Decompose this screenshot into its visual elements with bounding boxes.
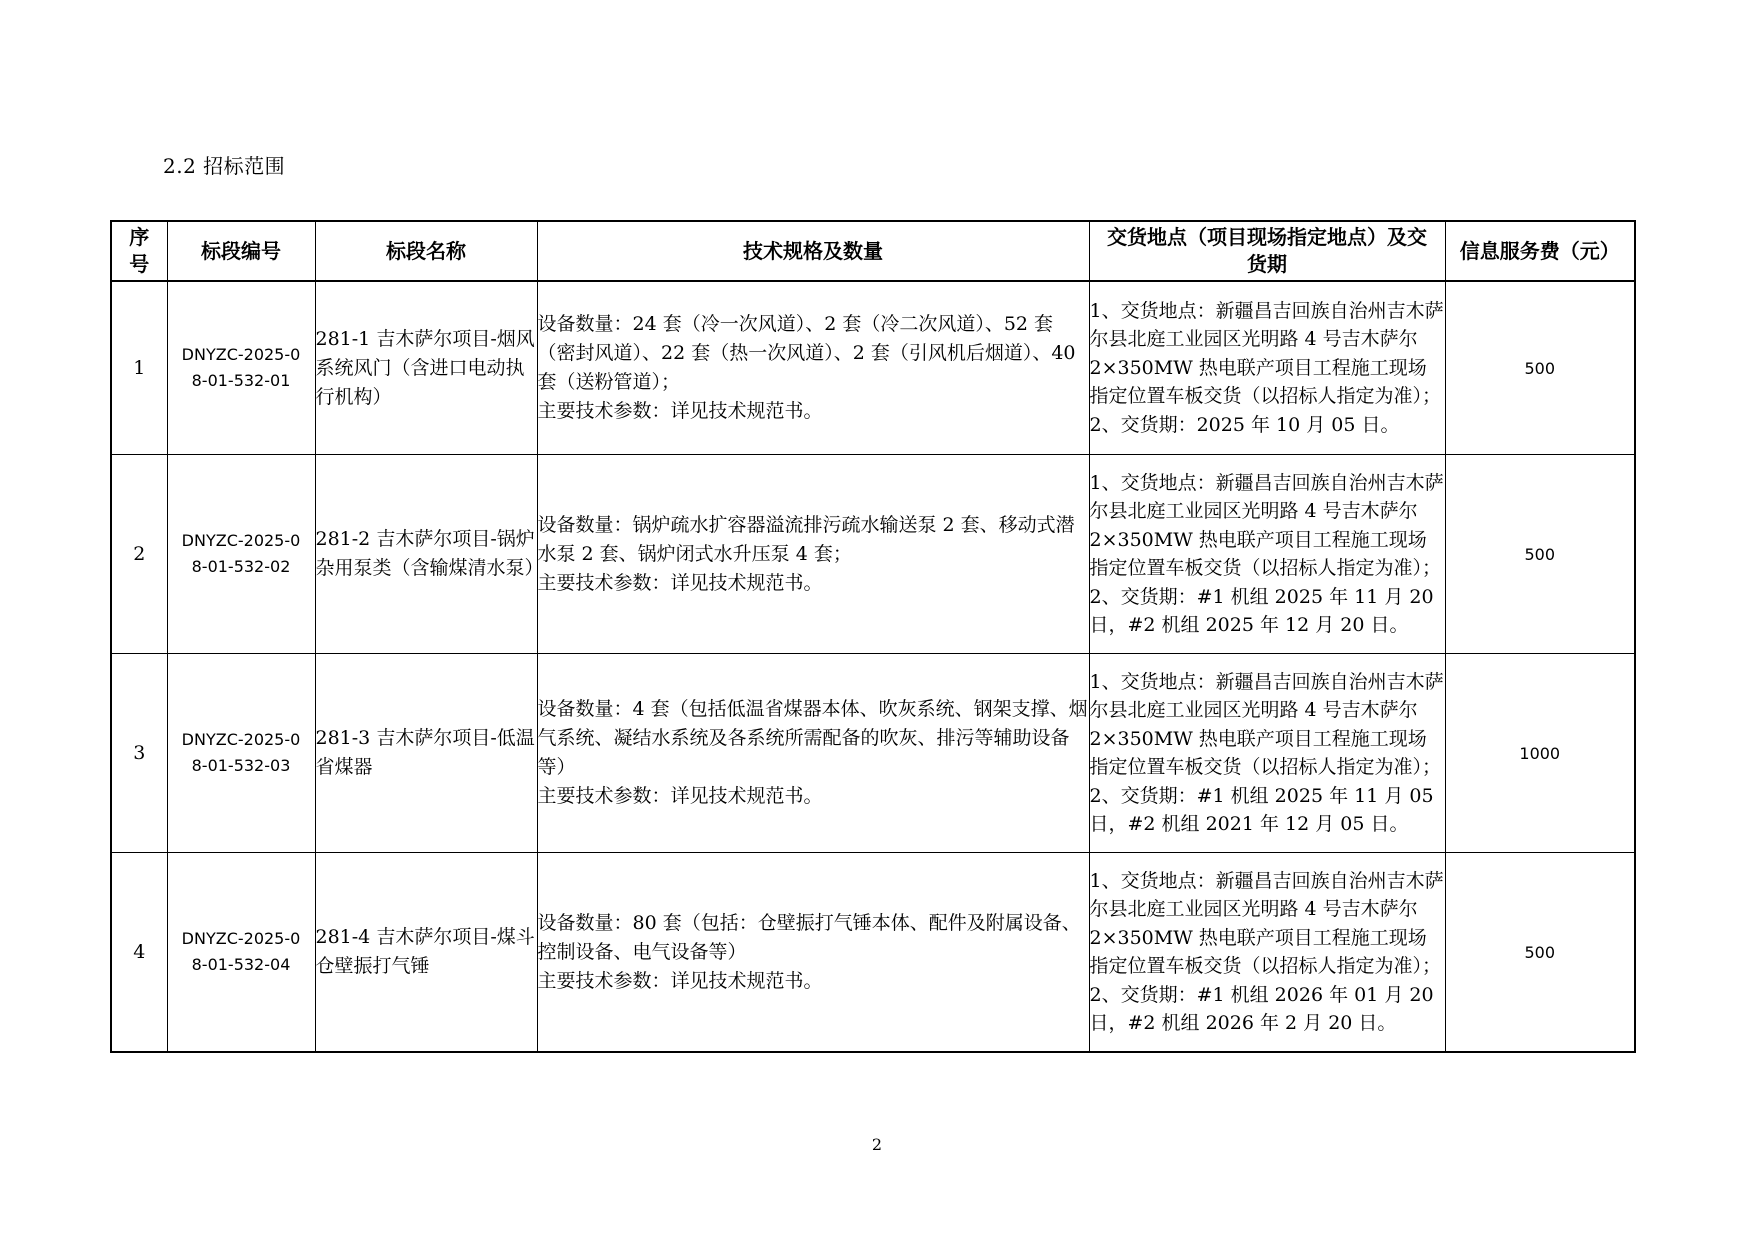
row-spec-line: 设备数量：锅炉疏水扩容器溢流排污疏水输送泵 2 套、移动式潜水泵 2 套、锅炉闭式水升压泵 4 套；: [537, 513, 1075, 565]
header-seq: 序号: [111, 221, 167, 281]
row-name: 281-1 吉木萨尔项目-烟风系统风门（含进口电动执行机构）: [315, 281, 537, 455]
header-name: 标段名称: [315, 221, 537, 281]
row-fee: 500: [1445, 281, 1635, 455]
row-code-line: DNYZC-2025-0: [181, 730, 301, 749]
row-code-line: DNYZC-2025-0: [181, 345, 301, 364]
header-spec: 技术规格及数量: [537, 221, 1089, 281]
row-code-line: DNYZC-2025-0: [181, 531, 301, 550]
row-spec-line: 主要技术参数：详见技术规范书。: [537, 969, 823, 992]
row-delivery: [1089, 455, 1445, 654]
row-delivery-line: 2、交货期：#1 机组 2025 年 11 月 20 日，#2 机组 2025 年 12 月 20 日。: [1089, 585, 1434, 636]
row-spec: [537, 281, 1089, 455]
row-seq: 1: [111, 281, 167, 455]
row-code: [167, 281, 315, 455]
row-delivery-line: 2、交货期：2025 年 10 月 05 日。: [1089, 413, 1400, 436]
row-code-line: 8-01-532-03: [191, 756, 291, 775]
page-number: 2: [871, 1135, 883, 1154]
row-seq: 3: [111, 654, 167, 853]
row-code: [167, 455, 315, 654]
row-spec-line: 设备数量：24 套（冷一次风道）、2 套（冷二次风道）、52 套（密封风道）、22 套（热一次风道）、2 套（引风机后烟道）、40 套（送粉管道）；: [537, 313, 1076, 393]
row-spec-line: 设备数量：80 套（包括：仓壁振打气锤本体、配件及附属设备、控制设备、电气设备等）: [537, 911, 1081, 963]
row-name: 281-4 吉木萨尔项目-煤斗仓壁振打气锤: [315, 853, 537, 1053]
row-code-line: 8-01-532-02: [191, 557, 291, 576]
row-spec: [537, 455, 1089, 654]
row-spec: [537, 654, 1089, 853]
row-delivery-line: 1、交货地点：新疆昌吉回族自治州吉木萨尔县北庭工业园区光明路 4 号吉木萨尔 2×350MW 热电联产项目工程施工现场指定位置车板交货（以招标人指定为准）；: [1089, 299, 1444, 408]
row-delivery-line: 1、交货地点：新疆昌吉回族自治州吉木萨尔县北庭工业园区光明路 4 号吉木萨尔 2×350MW 热电联产项目工程施工现场指定位置车板交货（以招标人指定为准）；: [1089, 869, 1444, 977]
row-fee: 1000: [1445, 654, 1635, 853]
row-spec-line: 主要技术参数：详见技术规范书。: [537, 400, 823, 422]
row-fee: 500: [1445, 455, 1635, 654]
header-delivery: 交货地点（项目现场指定地点）及交货期: [1089, 221, 1445, 281]
section-heading: 2.2 招标范围: [163, 154, 286, 178]
row-spec: [537, 853, 1089, 1053]
row-spec-line: 主要技术参数：详见技术规范书。: [537, 785, 823, 807]
table-header-row: [111, 221, 1635, 281]
row-delivery-line: 1、交货地点：新疆昌吉回族自治州吉木萨尔县北庭工业园区光明路 4 号吉木萨尔 2×350MW 热电联产项目工程施工现场指定位置车板交货（以招标人指定为准）；: [1089, 670, 1444, 778]
table-row: [111, 455, 1635, 654]
header-code: 标段编号: [167, 221, 315, 281]
row-seq: 2: [111, 455, 167, 654]
row-code-line: 8-01-532-04: [191, 955, 291, 974]
row-delivery-line: 2、交货期：#1 机组 2025 年 11 月 05 日，#2 机组 2021 年 12 月 05 日。: [1089, 784, 1434, 835]
row-seq: 4: [111, 853, 167, 1053]
row-delivery: [1089, 281, 1445, 455]
table-row: [111, 853, 1635, 1053]
header-fee: 信息服务费（元）: [1445, 221, 1635, 281]
row-spec-line: 主要技术参数：详见技术规范书。: [537, 571, 823, 594]
row-code: [167, 853, 315, 1053]
row-code: [167, 654, 315, 853]
row-code-line: DNYZC-2025-0: [181, 929, 301, 948]
table-row: [111, 654, 1635, 853]
row-spec-line: 设备数量：4 套（包括低温省煤器本体、吹灰系统、钢架支撑、烟气系统、凝结水系统及各系统所需配备的吹灰、排污等辅助设备等）: [537, 698, 1088, 778]
row-delivery: [1089, 654, 1445, 853]
row-name: 281-3 吉木萨尔项目-低温省煤器: [315, 654, 537, 853]
row-delivery: [1089, 853, 1445, 1053]
row-delivery-line: 2、交货期：#1 机组 2026 年 01 月 20 日，#2 机组 2026 年 2 月 20 日。: [1089, 983, 1434, 1034]
row-fee: 500: [1445, 853, 1635, 1053]
row-code-line: 8-01-532-01: [191, 371, 291, 390]
row-name: 281-2 吉木萨尔项目-锅炉杂用泵类（含输煤清水泵）: [315, 455, 537, 654]
bid-scope-table: [110, 220, 1636, 1053]
row-delivery-line: 1、交货地点：新疆昌吉回族自治州吉木萨尔县北庭工业园区光明路 4 号吉木萨尔 2×350MW 热电联产项目工程施工现场指定位置车板交货（以招标人指定为准）；: [1089, 471, 1444, 579]
table-row: [111, 281, 1635, 455]
